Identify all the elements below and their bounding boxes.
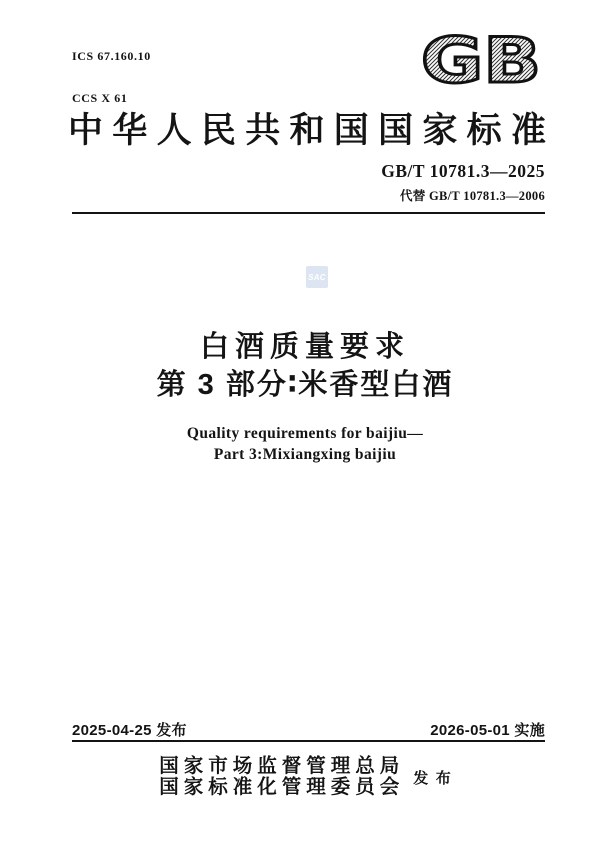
issuer-block: [0, 756, 610, 798]
sac-watermark: [306, 266, 328, 288]
issuer-line1: 国 家 市 场 监 督 管 理 总 局: [159, 756, 400, 777]
issuer-names: [159, 756, 399, 798]
english-title-line2: Part 3:Mixiangxing baijiu: [213, 446, 397, 463]
replaces-note: 代替 GB/T 10781.3—2006: [399, 189, 545, 203]
document-title-line1: 白酒质量要求: [199, 331, 410, 363]
implementation-date: 2026-05-01 实施: [430, 722, 545, 739]
english-title-line1: Quality requirements for baijiu—: [186, 425, 424, 442]
document-title-english: [0, 423, 610, 465]
footer-divider: [72, 740, 545, 742]
gb-logo-text: GB: [421, 25, 541, 91]
document-title-line2: 第 3 部分∶米香型白酒: [156, 369, 454, 401]
publish-label: 发 布: [413, 770, 451, 787]
standard-number: GB/T 10781.3—2025: [381, 161, 545, 181]
ics-code: ICS 67.160.10: [72, 49, 151, 63]
issuer-line2: 国 家 标 准 化 管 理 委 员 会: [159, 777, 400, 798]
sac-watermark-text: SAC: [308, 272, 326, 282]
ccs-code: CCS X 61: [72, 91, 128, 105]
national-standard-header: 中 华 人 民 共 和 国 国 家 标 准: [68, 111, 546, 150]
gb-logo: [418, 25, 544, 91]
issue-date: 2025-04-25 发布: [72, 722, 187, 739]
header-divider: [72, 212, 545, 214]
gb-logo-icon: [418, 25, 544, 91]
